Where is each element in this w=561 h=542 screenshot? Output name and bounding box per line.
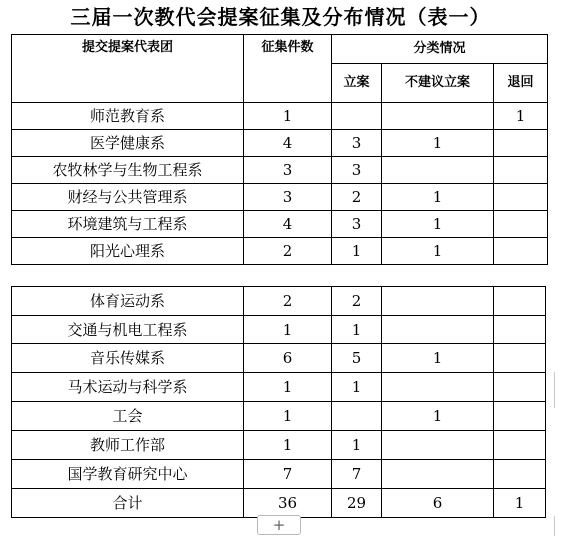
header-not-recommended: 不建议立案 <box>382 64 494 103</box>
cell-returned <box>494 184 548 211</box>
scrollbar-mark <box>548 516 555 536</box>
cell-accepted: 3 <box>332 211 382 238</box>
cell-not-recommended <box>382 460 494 489</box>
cell-count: 1 <box>244 103 332 130</box>
cell-not-recommended <box>382 157 494 184</box>
cell-accepted: 2 <box>332 184 382 211</box>
cell-name: 教师工作部 <box>12 431 244 460</box>
cell-name: 环境建筑与工程系 <box>12 211 244 238</box>
table-row <box>12 211 548 238</box>
cell-name: 医学健康系 <box>12 130 244 157</box>
cell-count: 1 <box>244 431 332 460</box>
header-accepted: 立案 <box>332 64 382 103</box>
table-row <box>12 402 546 431</box>
cell-name: 音乐传媒系 <box>12 344 244 373</box>
cell-not-recommended: 1 <box>382 238 494 265</box>
cell-name: 阳光心理系 <box>12 238 244 265</box>
header-group: 提交提案代表团 <box>12 35 244 103</box>
cell-count: 4 <box>244 211 332 238</box>
cell-not-recommended <box>382 287 494 316</box>
table-row <box>12 316 546 344</box>
header-returned: 退回 <box>494 64 548 103</box>
cell-returned <box>494 238 548 265</box>
cell-name: 合计 <box>12 489 244 518</box>
cell-accepted: 1 <box>332 238 382 265</box>
cell-count: 6 <box>244 344 332 373</box>
cell-returned <box>494 316 546 344</box>
cell-name: 马术运动与科学系 <box>12 373 244 402</box>
table-row <box>12 103 548 130</box>
table-row <box>12 431 546 460</box>
cell-count: 1 <box>244 402 332 431</box>
cell-not-recommended <box>382 316 494 344</box>
cell-count: 3 <box>244 157 332 184</box>
cell-accepted <box>332 103 382 130</box>
table-row <box>12 373 546 402</box>
table-body-bottom <box>12 287 546 518</box>
cell-returned <box>494 130 548 157</box>
cell-name: 工会 <box>12 402 244 431</box>
table-row <box>12 130 548 157</box>
cell-returned <box>494 460 546 489</box>
table-row <box>12 238 548 265</box>
cell-count: 2 <box>244 287 332 316</box>
table-title: 三届一次教代会提案征集及分布情况（表一） <box>70 5 491 29</box>
cell-not-recommended: 1 <box>382 184 494 211</box>
cell-count: 3 <box>244 184 332 211</box>
cell-returned <box>494 211 548 238</box>
cell-name: 财经与公共管理系 <box>12 184 244 211</box>
cell-not-recommended <box>382 103 494 130</box>
table-row <box>12 489 546 518</box>
table-row <box>12 184 548 211</box>
cell-accepted: 1 <box>332 431 382 460</box>
header-count: 征集件数 <box>244 35 332 103</box>
cell-accepted: 5 <box>332 344 382 373</box>
cell-returned <box>494 402 546 431</box>
cell-returned <box>494 157 548 184</box>
table-row <box>12 287 546 316</box>
table-body-top <box>12 103 548 265</box>
cell-accepted: 7 <box>332 460 382 489</box>
cell-accepted: 29 <box>332 489 382 518</box>
proposal-table-part-1 <box>11 34 548 265</box>
add-row-button[interactable]: + <box>257 515 301 535</box>
proposal-table-part-2 <box>11 286 546 518</box>
cell-not-recommended: 1 <box>382 402 494 431</box>
cell-not-recommended: 6 <box>382 489 494 518</box>
cell-accepted: 2 <box>332 287 382 316</box>
cell-accepted: 3 <box>332 157 382 184</box>
table-row <box>12 344 546 373</box>
cell-name: 师范教育系 <box>12 103 244 130</box>
table-row <box>12 460 546 489</box>
cell-count: 7 <box>244 460 332 489</box>
cell-returned <box>494 373 546 402</box>
cell-accepted <box>332 402 382 431</box>
cell-count: 36 <box>244 489 332 518</box>
cell-not-recommended: 1 <box>382 344 494 373</box>
cell-count: 4 <box>244 130 332 157</box>
table-row <box>12 157 548 184</box>
cell-count: 1 <box>244 316 332 344</box>
cell-not-recommended <box>382 373 494 402</box>
cell-count: 1 <box>244 373 332 402</box>
cell-name: 交通与机电工程系 <box>12 316 244 344</box>
cell-count: 2 <box>244 238 332 265</box>
cell-accepted: 1 <box>332 373 382 402</box>
cell-name: 农牧林学与生物工程系 <box>12 157 244 184</box>
cell-name: 体育运动系 <box>12 287 244 316</box>
cell-not-recommended: 1 <box>382 211 494 238</box>
cell-returned: 1 <box>494 103 548 130</box>
cell-not-recommended: 1 <box>382 130 494 157</box>
cell-accepted: 1 <box>332 316 382 344</box>
cell-not-recommended <box>382 431 494 460</box>
cell-returned <box>494 287 546 316</box>
scrollbar-mark <box>548 372 555 408</box>
cell-returned: 1 <box>494 489 546 518</box>
header-category: 分类情况 <box>332 35 548 64</box>
cell-name: 国学教育研究中心 <box>12 460 244 489</box>
cell-accepted: 3 <box>332 130 382 157</box>
cell-returned <box>494 431 546 460</box>
cell-returned <box>494 344 546 373</box>
